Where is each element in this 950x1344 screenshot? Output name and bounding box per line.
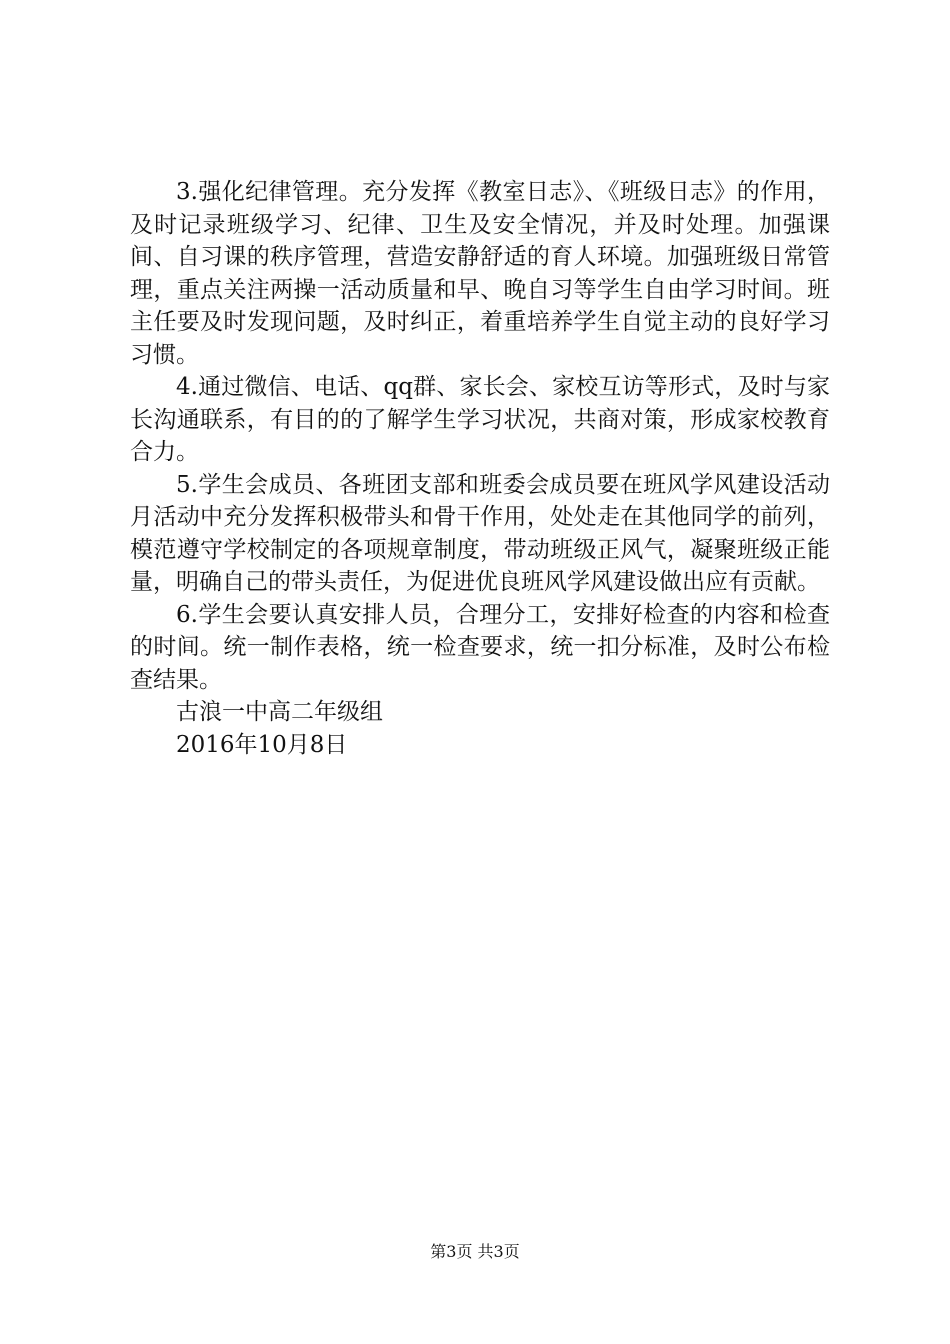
document-body	[130, 176, 830, 761]
page-number-footer: 第3页 共3页	[430, 1242, 520, 1261]
paragraph-item-5: 5.学生会成员、各班团支部和班委会成员要在班风学风建设活动月活动中充分发挥积极带头和骨干作用，处处走在其他同学的前列，模范遵守学校制定的各项规章制度，带动班级正风气，凝聚班级正能量，明确自己的带头责任，为促进优良班风学风建设做出应有贡献。	[130, 471, 830, 595]
paragraph-item-4: 4.通过微信、电话、qq群、家长会、家校互访等形式，及时与家长沟通联系，有目的的了解学生学习状况，共商对策，形成家校教育合力。	[130, 374, 830, 465]
paragraph-item-3: 3.强化纪律管理。充分发挥《教室日志》、《班级日志》的作用，及时记录班级学习、纪律、卫生及安全情况，并及时处理。加强课间、自习课的秩序管理，营造安静舒适的育人环境。加强班级日常管理，重点关注两操一活动质量和早、晚自习等学生自由学习时间。班主任要及时发现问题，及时纠正，着重培养学生自觉主动的良好学习习惯。	[130, 179, 830, 368]
signature-organization: 古浪一中高二年级组	[176, 699, 383, 725]
signature-date: 2016年10月8日	[176, 731, 348, 758]
paragraph-item-6: 6.学生会要认真安排人员，合理分工，安排好检查的内容和检查的时间。统一制作表格，统一检查要求，统一扣分标准，及时公布检查结果。	[130, 601, 830, 693]
